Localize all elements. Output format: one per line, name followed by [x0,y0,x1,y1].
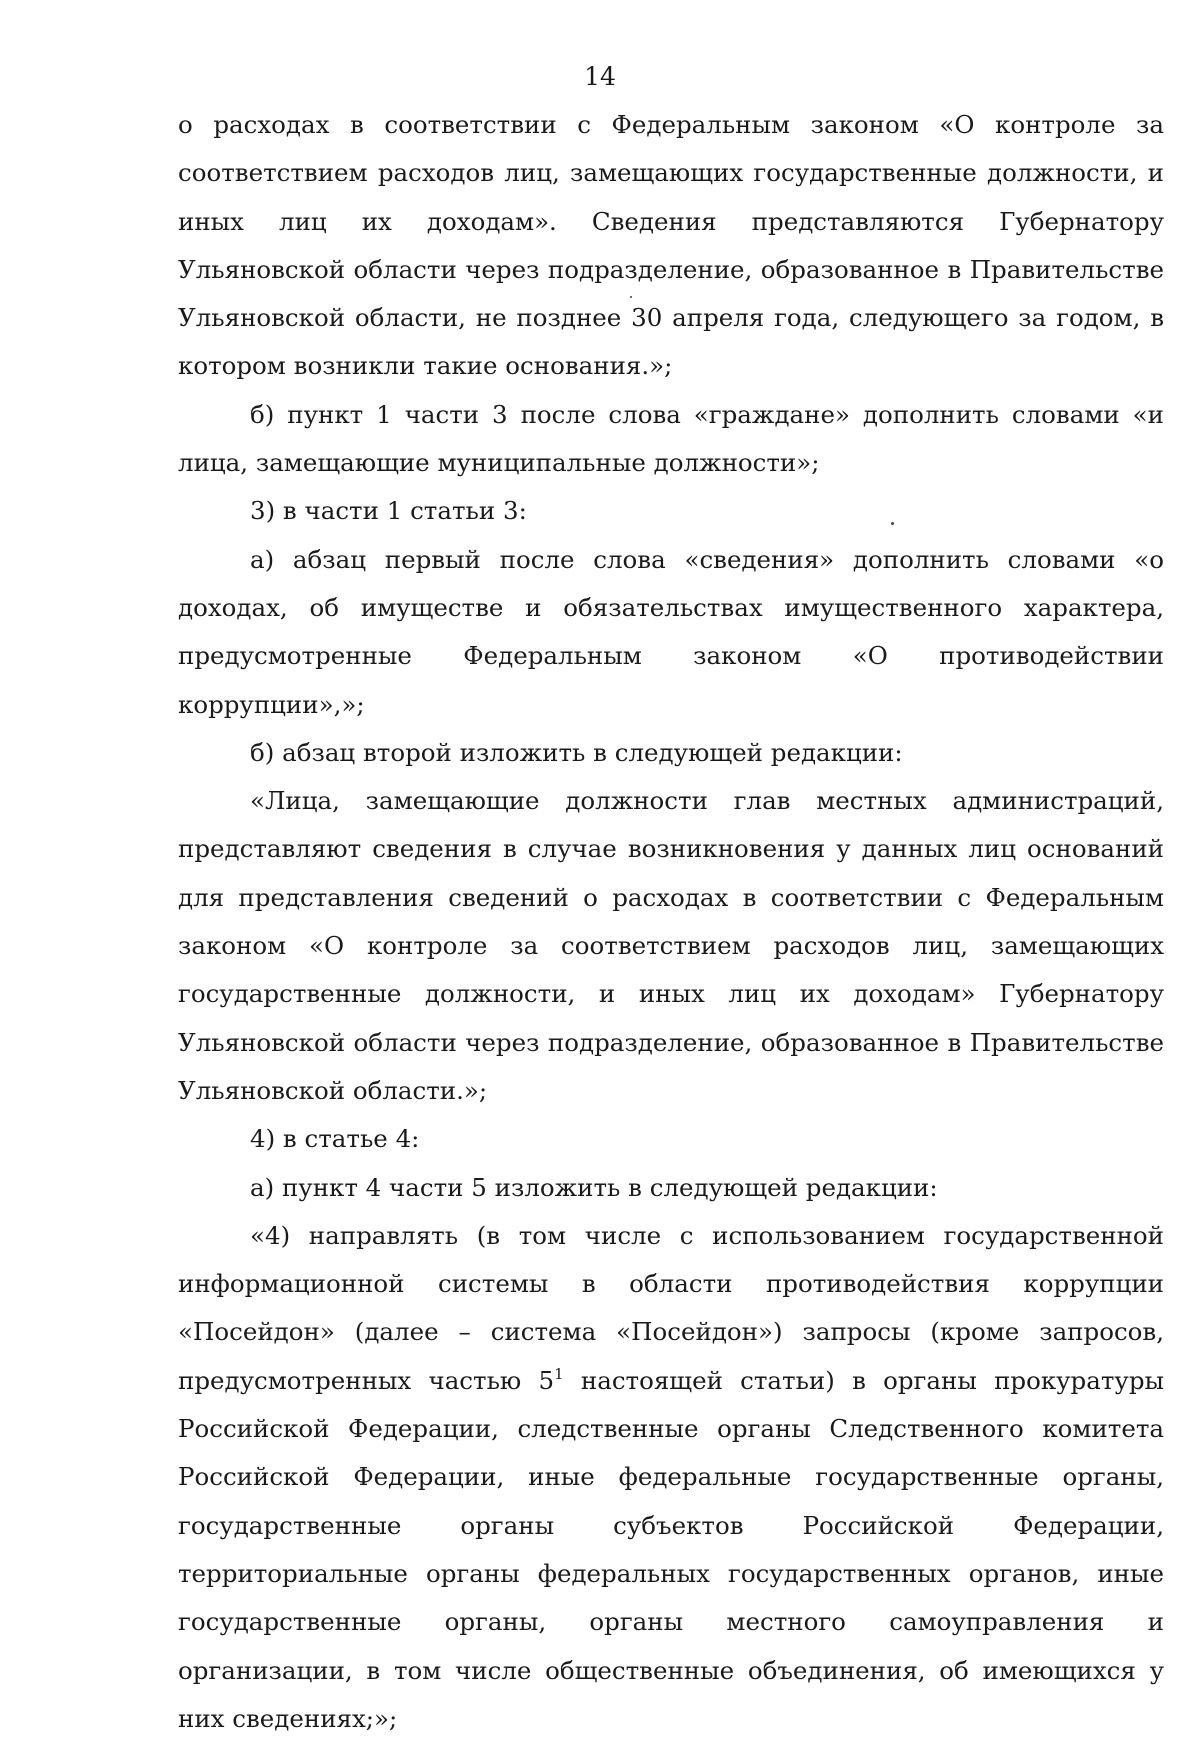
paragraph-quoted-item-4 [178,1212,1164,1743]
page-number: 14 [584,62,616,91]
superscript-index: 1 [554,1364,564,1383]
paragraph-item-3a: а) абзац первый после слова «сведения» дополнить словами «о доходах, об имуществе и обязательствах имущественного характера, предусмотренные Федеральным законом «О противодействии коррупции»,»; [178,544,1164,719]
paragraph-text-before-sup: «4) направлять (в том числе с использованием государственной информационной системы в области противодействия коррупции «Посейдон» (далее – система «Посейдон») запросы (кроме запросов, предусмотренных частью 5 [178,1220,1164,1395]
scan-speck [630,296,632,298]
paragraph-item-4: 4) в статье 4: [250,1124,420,1154]
paragraph-item-3b: б) абзац второй изложить в следующей редакции: [250,737,903,767]
paragraph-text-after-sup: настоящей статьи) в органы прокуратуры Российской Федерации, следственные органы Следственного комитета Российской Федерации, иные федеральные государственные органы, государственные органы субъектов Российской Федерации, территориальные органы федеральных государственных органов, иные государственные органы, органы местного самоуправления и организации, в том числе общественные объединения, об имеющихся у них сведениях;»; [178,1365,1164,1733]
document-body [178,101,1164,1743]
paragraph-quoted-heads-of-administrations: «Лица, замещающие должности глав местных администраций, представляют сведения в случае возникновения у данных лиц оснований для представления сведений о расходах в соответствии с Федеральным законом «О контроле за соответствием расходов лиц, замещающих государственные должности, и иных лиц их доходам» Губернатору Ульяновской области через подразделение, образованное в Правительстве Ульяновской области.»; [178,786,1164,1105]
paragraph-item-4a: а) пункт 4 части 5 изложить в следующей редакции: [250,1172,938,1202]
paragraph-item-3: 3) в части 1 статьи 3: [250,496,527,526]
paragraph-item-b-part-3: б) пункт 1 части 3 после слова «граждане» дополнить словами «и лица, замещающие муниципальные должности»; [178,399,1164,478]
paragraph-continuation: о расходах в соответствии с Федеральным законом «О контроле за соответствием расходов лиц, замещающих государственные должности, и иных лиц их доходам». Сведения представляются Губернатору Ульяновской области через подразделение, образованное в Правительстве Ульяновской области, не позднее 30 апреля года, следующего за годом, в котором возникли такие основания.»; [178,110,1164,381]
scan-speck [891,522,894,525]
